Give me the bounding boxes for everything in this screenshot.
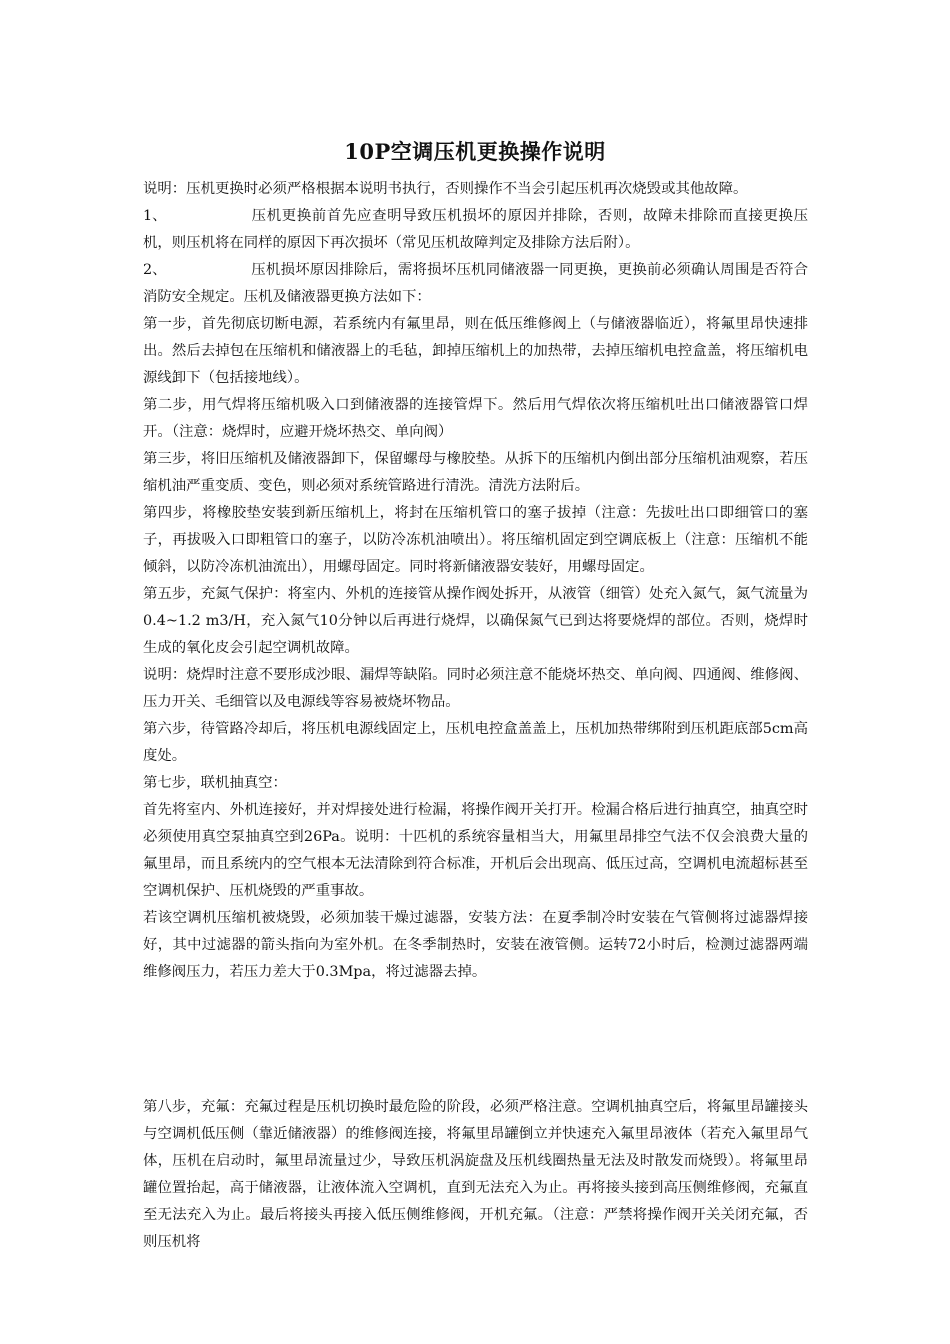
blank-gap (143, 986, 808, 1094)
item-number: 1、 (143, 208, 167, 224)
intro-paragraph: 说明：压机更换时必须严格根据本说明书执行，否则操作不当会引起压机再次烧毁或其他故障。 (143, 181, 748, 197)
step-7-paragraph: 首先将室内、外机连接好，并对焊接处进行检漏，将操作阀开关打开。检漏合格后进行抽真空，抽真空时必须使用真空泵抽真空到26Pa。说明：十匹机的系统容量相当大，用氟里昂排空气法不仅会浪费大量的氟里昂，而且系统内的空气根本无法清除到符合标准，开机后会出现高、低压过高，空调机电流超标甚至空调机保护、压机烧毁的严重事故。 (143, 802, 808, 899)
numbered-item-2 (143, 257, 808, 311)
step-5-paragraph: 第五步，充氮气保护：将室内、外机的连接管从操作阀处拆开，从液管（细管）处充入氮气，氮气流量为0.4~1.2 m3/H，充入氮气10分钟以后再进行烧焊，以确保氮气已到达将要烧焊的部位。否则，烧焊时生成的氧化皮会引起空调机故障。 (143, 586, 808, 656)
step-6-paragraph: 第六步，待管路冷却后，将压机电源线固定上，压机电控盒盖盖上，压机加热带绑附到压机距底部5cm高度处。 (143, 721, 808, 764)
item-text: 压机损坏原因排除后，需将损坏压机同储液器一同更换，更换前必须确认周围是否符合消防安全规定。压机及储液器更换方法如下： (143, 262, 808, 305)
step-4-paragraph: 第四步，将橡胶垫安装到新压缩机上，将封在压缩机管口的塞子拔掉（注意：先拔吐出口即细管口的塞子，再拔吸入口即粗管口的塞子，以防冷冻机油喷出）。将压缩机固定到空调底板上（注意：压缩机不能倾斜，以防冷冻机油流出），用螺母固定。同时将新储液器安装好，用螺母固定。 (143, 505, 808, 575)
step-1-paragraph: 第一步，首先彻底切断电源，若系统内有氟里昂，则在低压维修阀上（与储液器临近），将氟里昂快速排出。然后去掉包在压缩机和储液器上的毛毡，卸掉压缩机上的加热带，去掉压缩机电控盒盖，将压缩机电源线卸下（包括接地线）。 (143, 316, 808, 386)
numbered-item-1 (143, 203, 808, 257)
document-body (143, 176, 808, 1256)
step-2-paragraph: 第二步，用气焊将压缩机吸入口到储液器的连接管焊下。然后用气焊依次将压缩机吐出口储液器管口焊开。（注意：烧焊时，应避开烧坏热交、单向阀） (143, 397, 808, 440)
item-number: 2、 (143, 262, 167, 278)
step-7-heading: 第七步，联机抽真空： (143, 775, 287, 791)
item-text: 压机更换前首先应查明导致压机损坏的原因并排除，否则，故障未排除而直接更换压机，则压机将在同样的原因下再次损坏（常见压机故障判定及排除方法后附）。 (143, 208, 808, 251)
document-title: 10P空调压机更换操作说明 (344, 139, 606, 164)
step-8-paragraph: 第八步，充氟：充氟过程是压机切换时最危险的阶段，必须严格注意。空调机抽真空后，将氟里昂罐接头与空调机低压侧（靠近储液器）的维修阀连接，将氟里昂罐倒立并快速充入氟里昂液体（若充入氟里昂气体，压机在启动时，氟里昂流量过少，导致压机涡旋盘及压机线圈热量无法及时散发而烧毁）。将氟里昂罐位置抬起，高于储液器，让液体流入空调机，直到无法充入为止。再将接头接到高压侧维修阀，充氟直至无法充入为止。最后将接头再接入低压侧维修阀，开机充氟。（注意：严禁将操作阀开关关闭充氟，否则压机将 (143, 1099, 808, 1250)
filter-paragraph: 若该空调机压缩机被烧毁，必须加装干燥过滤器，安装方法：在夏季制冷时安装在气管侧将过滤器焊接好，其中过滤器的箭头指向为室外机。在冬季制热时，安装在液管侧。运转72小时后，检测过滤器两端维修阀压力，若压力差大于0.3Mpa，将过滤器去掉。 (143, 910, 808, 980)
step-3-paragraph: 第三步，将旧压缩机及储液器卸下，保留螺母与橡胶垫。从拆下的压缩机内倒出部分压缩机油观察，若压缩机油严重变质、变色，则必须对系统管路进行清洗。清洗方法附后。 (143, 451, 808, 494)
welding-note-paragraph: 说明：烧焊时注意不要形成沙眼、漏焊等缺陷。同时必须注意不能烧坏热交、单向阀、四通阀、维修阀、压力开关、毛细管以及电源线等容易被烧坏物品。 (143, 667, 808, 710)
